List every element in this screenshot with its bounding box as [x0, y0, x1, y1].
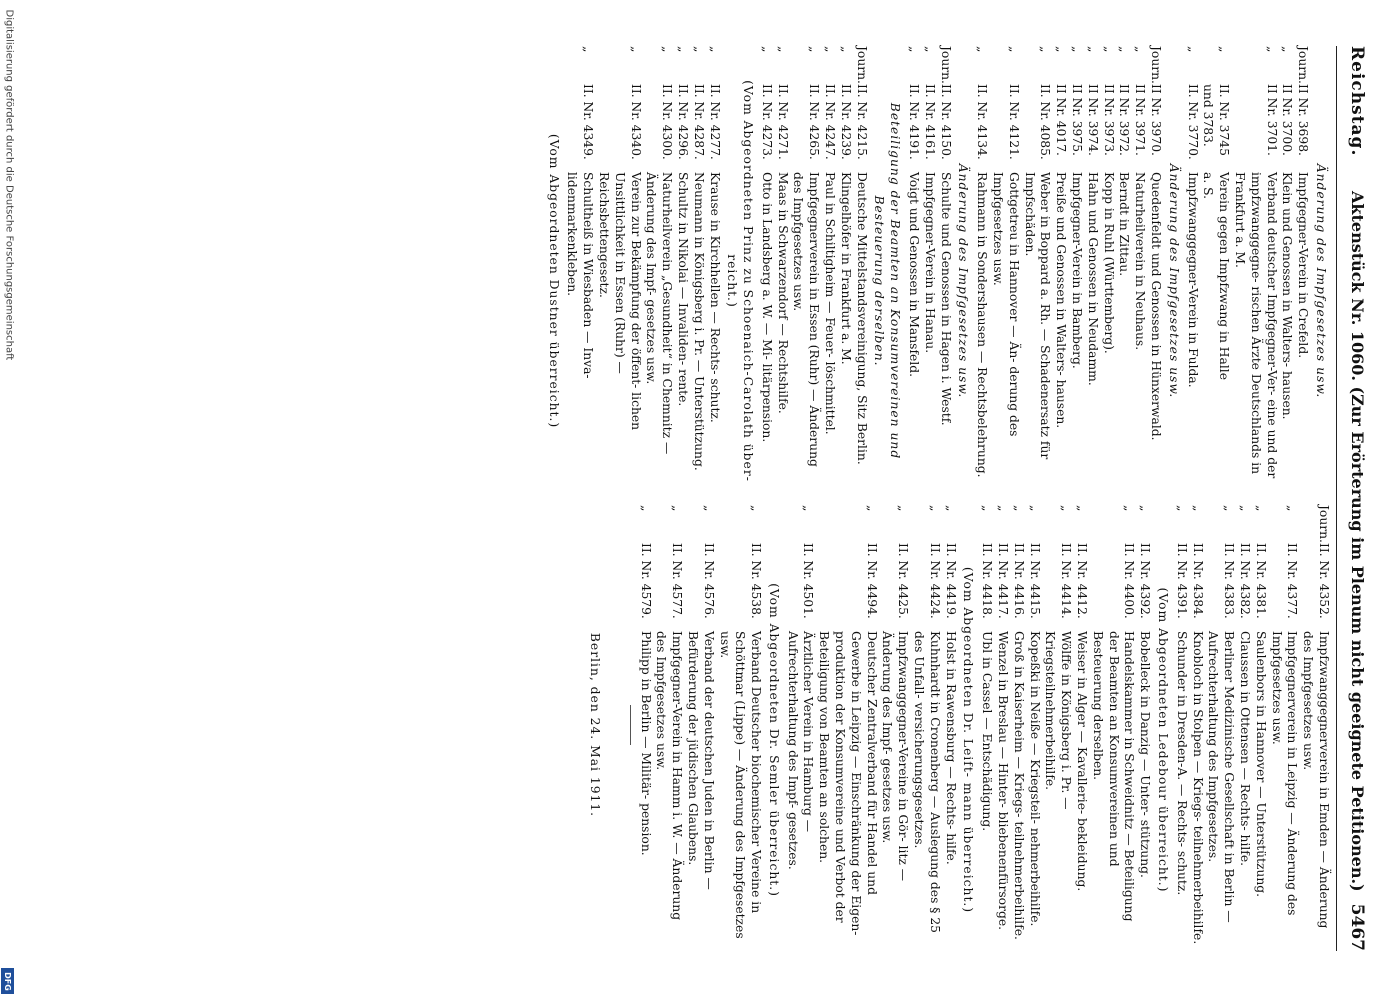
entry-journal-mark: „	[838, 46, 853, 53]
entry-journal-mark: „	[675, 46, 690, 53]
entry-petitioner-text: Ärztlicher Verein in Hamburg — Aufrechterhaltung des Impf- gesetzes.	[785, 631, 816, 870]
entry-journal-mark: „	[1027, 505, 1042, 512]
entry-reference-number: II. Nr. 4265.	[807, 84, 822, 160]
petition-entry	[595, 46, 642, 486]
entry-reference-number: II. Nr. 4296.	[675, 84, 690, 160]
entry-petitioner-text: Krause in Kirchhellen — Rechts- schutz.	[707, 172, 722, 423]
entry-reference-number: II. Nr. 4419.	[943, 543, 958, 619]
entry-petitioner-text: Wenzel in Breslau — Hinter- bliebenenfürsorge.	[996, 631, 1011, 931]
entry-journal-mark: Journ.	[1296, 46, 1311, 84]
entry-reference-number: II Nr. 3701.	[1264, 84, 1279, 156]
entry-journal-mark: „	[1174, 505, 1189, 512]
entry-petitioner-text: Schultz in Nikolai — Invaliden- rente.	[675, 172, 690, 407]
petition-entry	[1052, 46, 1068, 486]
entry-journal-mark: „	[907, 46, 922, 53]
petition-entry	[1026, 505, 1042, 945]
entry-petitioner-text: Wölffe in Königsberg i. Pr. — Kriegsteilnehmerbeihilfe.	[1043, 631, 1074, 810]
entry-petitioner-text: Otto in Landsberg a. W. — Mi- litärpension.	[759, 172, 774, 443]
entry-petitioner-text: Paul in Schiltigheim — Feuer- löschmittel.	[823, 172, 838, 435]
entry-reference-number: II. Nr. 3770.	[1185, 84, 1200, 160]
petition-entry	[942, 505, 958, 945]
entry-reference-number: II. Nr. 4191.	[907, 84, 922, 160]
entry-petitioner-text: Impfgegner-Verein in Hanau.	[922, 172, 937, 354]
entry-journal-mark: „	[660, 46, 675, 53]
petition-entry	[784, 505, 816, 945]
petition-entry	[637, 505, 653, 945]
entry-reference-number: II. Nr. 4418.	[980, 543, 995, 619]
entry-petitioner-text: Handelskammer in Schweidnitz — Beteiligung der Beamten an Konsumvereinen und Besteuerung derselben.	[1090, 631, 1137, 922]
entry-reference-number: II. Nr. 4384.	[1190, 543, 1205, 619]
entry-journal-mark: „	[943, 505, 958, 512]
petition-entry	[1173, 505, 1189, 945]
entry-reference-number: II Nr. 3700.	[1280, 84, 1295, 156]
entry-petitioner-text: Schulte und Genossen in Hagen i. Westf.	[938, 172, 953, 426]
entry-journal-mark: „	[1280, 46, 1295, 53]
entry-journal-mark: „	[628, 46, 643, 53]
entry-journal-mark: „	[1075, 505, 1090, 512]
left-column	[543, 46, 1331, 486]
petition-entry	[1068, 46, 1084, 486]
entry-reference-number: II. Nr. 4349.	[581, 84, 596, 160]
entry-petitioner-text: Ubl in Cassel — Entschädigung.	[980, 631, 995, 832]
entry-journal-mark: „	[1285, 505, 1300, 512]
entry-reference-number: II. Nr. 4416.	[1011, 543, 1026, 619]
entry-petitioner-text: Schultheiß in Wiesbaden — Inva- lidenmarkenkleben.	[565, 172, 596, 379]
entry-reference-number: II. Nr. 4271.	[775, 84, 790, 160]
petition-entry	[1100, 46, 1116, 486]
entry-journal-mark: „	[801, 505, 816, 512]
entry-petitioner-text: Philipp in Berlin — Militär- pension.	[638, 631, 653, 856]
petition-note: (Vom Abgeordneten Ledebour überreicht.)	[1156, 587, 1171, 893]
entry-journal-mark: „	[691, 46, 706, 53]
petition-entry	[1279, 46, 1295, 486]
entry-journal-mark: „	[1253, 505, 1268, 512]
entry-journal-mark: „	[996, 505, 1011, 512]
petition-entry	[921, 46, 937, 486]
petition-entry	[879, 505, 911, 945]
entry-journal-mark: „	[1101, 46, 1116, 53]
entry-journal-mark: „	[1059, 505, 1074, 512]
petition-entry	[978, 505, 994, 945]
entry-petitioner-text: Deutscher Zentralverband für Handel und Gewerbe in Leipzig — Einschränkung der Eigen- produktion der Konsumvereine und Verbot der Beteiligung von Beamten an solchen.	[817, 631, 879, 936]
entry-journal-mark: „	[759, 46, 774, 53]
petition-entry	[1299, 505, 1331, 945]
entry-petitioner-text: Impfzwanggegner-Vereine in Gör- litz — Änderung des Impf- gesetzes usw.	[880, 631, 911, 882]
entry-petitioner-text: Verband deutscher Impfgegner-Ver- eine und der impfzwanggegne- rischen Ärzte Deutschlands in Frankfurt a. M.	[1233, 172, 1279, 479]
petition-entry	[989, 46, 1021, 486]
entry-journal-mark: „	[896, 505, 911, 512]
entry-journal-mark: „	[701, 505, 716, 512]
petition-entry	[1089, 505, 1136, 945]
petition-entry	[653, 505, 685, 945]
entry-petitioner-text: Klingelhöfer in Frankfurt a. M.	[838, 172, 853, 365]
entry-reference-number: II. Nr. 4424.	[927, 543, 942, 619]
entry-reference-number: II. Nr. 4150.	[938, 84, 953, 160]
petition-entry	[1147, 46, 1163, 486]
entry-petitioner-text: Holst in Rawensburg — Rechts- hilfe.	[943, 631, 958, 865]
entry-reference-number: II. Nr. 4273.	[759, 84, 774, 160]
section-heading: Beteiligung der Beamten an Konsumvereinen und Besteuerung derselben.	[872, 102, 903, 460]
entry-reference-number: und 3783.	[1201, 84, 1216, 147]
petition-entry	[1184, 46, 1200, 486]
entry-reference-number: II. Nr. 4412.	[1075, 543, 1090, 619]
entry-reference-number: II. Nr. 4121.	[1006, 84, 1021, 160]
petition-entry	[716, 505, 763, 945]
entry-journal-mark: „	[775, 46, 790, 53]
entry-reference-number: II Nr. 3971.	[1133, 84, 1148, 156]
entry-reference-number: II. Nr. 4215.	[854, 84, 869, 160]
entry-journal-mark: „	[1238, 505, 1253, 512]
petition-entry	[690, 46, 706, 486]
right-column	[586, 505, 1331, 945]
entry-petitioner-text: Naturheilverein „Gesundheit“ in Chemnitz — Änderung des Impf- gesetzes usw.	[644, 172, 675, 455]
entry-journal-mark: Journ.	[1317, 505, 1331, 543]
entry-journal-mark: „	[749, 505, 764, 512]
entry-journal-mark: „	[980, 505, 995, 512]
entry-petitioner-text: Knobloch in Stolpen — Kriegs- teilnehmerbeihilfe.	[1190, 631, 1205, 945]
section-heading: Änderung des Impfgesetzes usw.	[1314, 163, 1328, 399]
entry-journal-mark: „	[670, 505, 685, 512]
petition-entry	[1236, 505, 1252, 945]
entry-reference-number: II. Nr. 4392.	[1138, 543, 1153, 619]
entry-journal-mark: „	[1117, 46, 1132, 53]
petition-entry	[1042, 505, 1074, 945]
entry-petitioner-text: Groß in Kaiserheim — Kriegs- teilnehmerbeihilfe.	[1011, 631, 1026, 940]
entry-journal-mark: „	[927, 505, 942, 512]
entry-petitioner-text: Impfgegner-Verein in Hamm i. W. — Änderung des Impfgesetzes usw.	[654, 631, 685, 921]
entry-petitioner-text: Berliner Medizinische Gesellschaft in Berlin — Aufrechterhaltung des Impfgesetzes.	[1206, 631, 1237, 923]
entry-reference-number: II Nr. 3970.	[1149, 84, 1164, 156]
petition-entry	[816, 505, 879, 945]
entry-reference-number: II. Nr. 4340.	[628, 84, 643, 160]
entry-journal-mark: „	[1054, 46, 1069, 53]
entry-journal-mark: „	[1011, 505, 1026, 512]
closing-place-date: Berlin, den 24. Mai 1911.	[587, 632, 602, 818]
petition-note: (Vom Abgeordneten Dustner überreicht.)	[546, 133, 561, 429]
digitization-credit: Digitalisierung gefördert durch die Deutsche Forschungsgemeinschaft	[3, 9, 15, 361]
entry-journal-mark: Journ.	[854, 46, 869, 84]
petition-note: (Vom Abgeordneten Dr. Semler überreicht.)	[766, 583, 781, 897]
petition-entry	[674, 46, 690, 486]
petition-entry	[1021, 46, 1053, 486]
entry-petitioner-text: Kopp in Ruhl (Württemberg).	[1101, 172, 1116, 354]
petition-entry	[973, 46, 989, 486]
entry-reference-number: II. Nr. 4277.	[707, 84, 722, 160]
entry-journal-mark: „	[1038, 46, 1053, 53]
entry-reference-number: II. Nr. 4239.	[838, 84, 853, 160]
entry-petitioner-text: Weiser in Alger — Kavallerie- bekleidung.	[1075, 631, 1090, 892]
entry-reference-number: II. Nr. 4377.	[1285, 543, 1300, 619]
petition-entry	[1073, 505, 1089, 945]
petition-entry	[774, 46, 790, 486]
entry-reference-number: II. Nr. 4576.	[701, 543, 716, 619]
entry-petitioner-text: Impfzwanggegner-Verein in Fulda.	[1185, 172, 1200, 388]
petition-entry	[937, 46, 953, 486]
entry-petitioner-text: Kopeßki in Neiße — Kriegsteil- nehmerbeihilfe.	[1027, 631, 1042, 927]
entry-journal-mark: „	[1006, 46, 1021, 53]
petition-entry	[853, 46, 869, 486]
petition-entry	[1215, 46, 1231, 486]
entry-reference-number: II. Nr. 4425.	[896, 543, 911, 619]
entry-journal-mark: „	[1264, 46, 1279, 53]
entry-reference-number: II. Nr. 4538.	[749, 543, 764, 619]
entry-petitioner-text: Gottgetreu in Hannover — Än- derung des Impfgesetzes usw.	[991, 172, 1021, 437]
entry-petitioner-text: Deutsche Mittelstandsvereinigung, Sitz Berlin.	[854, 172, 869, 465]
header-title: Aktenstück Nr. 1060. (Zur Erörterung im Plenum nicht geeignete Petitionen.)	[1348, 191, 1367, 892]
entry-petitioner-text: Maas in Schwarzendorf — Rechtshilfe.	[775, 172, 790, 414]
entry-journal-mark: „	[1138, 505, 1153, 512]
entry-reference-number: II. Nr. 4494.	[864, 543, 879, 619]
entry-petitioner-text: Naturheilverein in Neuhaus.	[1133, 172, 1148, 351]
entry-reference-number: II. Nr. 4381.	[1253, 543, 1268, 619]
header-reichstag: Reichstag.	[1347, 46, 1367, 157]
entry-petitioner-text: Impfgegner-Verein in Crefeld.	[1296, 172, 1311, 359]
entry-reference-number: II. Nr. 4501.	[801, 543, 816, 619]
entry-petitioner-text: a. S.	[1201, 172, 1216, 200]
entry-reference-number: II. Nr. 4579.	[638, 543, 653, 619]
petition-entry	[994, 505, 1010, 945]
entry-reference-number: II Nr. 4017.	[1054, 84, 1069, 156]
petition-entry	[821, 46, 837, 486]
petition-entry	[758, 46, 774, 486]
entry-reference-number: II Nr. 3973.	[1101, 84, 1116, 156]
entry-petitioner-text: Verband Deutscher biochemischer Vereine in Schöttmar (Lippe) — Änderung des Impfgesetzes usw.	[717, 631, 764, 939]
petition-entry	[1200, 46, 1216, 486]
entry-reference-number: II. Nr. 4400.	[1122, 543, 1137, 619]
petition-entry	[790, 46, 822, 486]
entry-journal-mark: „	[1217, 46, 1232, 53]
entry-reference-number: II. Nr. 4300.	[660, 84, 675, 160]
entry-reference-number: II. Nr. 4414.	[1059, 543, 1074, 619]
petition-entry	[684, 505, 716, 945]
petition-entry	[1252, 505, 1268, 945]
petition-note: (Vom Abgeordneten Prinz zu Schoenaich-Carolath über- reicht.)	[725, 80, 756, 482]
entry-petitioner-text: Bobelleck in Danzig — Unter- stützung.	[1138, 631, 1153, 878]
entry-journal-mark: „	[1185, 46, 1200, 53]
entry-journal-mark: Journ.	[938, 46, 953, 84]
petition-entry	[1084, 46, 1100, 486]
petition-entry	[905, 46, 921, 486]
entry-journal-mark: „	[975, 46, 990, 53]
entry-journal-mark: „	[1133, 46, 1148, 53]
section-heading: Änderung des Impfgesetzes usw.	[1166, 163, 1181, 399]
entry-journal-mark: „	[922, 46, 937, 53]
entry-journal-mark: Journ.	[1149, 46, 1164, 84]
entry-petitioner-text: Schunder in Dresden-A. — Rechts- schutz.	[1174, 631, 1189, 896]
entry-reference-number: II. Nr. 4382.	[1238, 543, 1253, 619]
entry-reference-number: II. Nr. 4417.	[996, 543, 1011, 619]
entry-petitioner-text: Kuhnhardt in Cronenberg — Auslegung des § 25 des Unfall- versicherungsgesetzes.	[912, 631, 942, 933]
entry-petitioner-text: Impfgegnerverein in Essen (Ruhr) — Änderung des Impfgesetzes usw.	[791, 172, 822, 467]
entry-journal-mark: „	[638, 505, 653, 512]
entry-petitioner-text: Saulenbors in Hannover — Unterstützung.	[1253, 631, 1268, 898]
entry-reference-number: II Nr. 3972.	[1117, 84, 1132, 156]
entry-journal-mark: „	[823, 46, 838, 53]
entry-petitioner-text: Verband der deutschen Juden in Berlin — Befürderung der jüdischen Glaubens.	[685, 631, 716, 890]
entry-reference-number: II. Nr. 4085.	[1038, 84, 1053, 160]
entry-journal-mark: „	[1222, 505, 1237, 512]
petition-entry	[564, 46, 596, 486]
entry-petitioner-text: Voigt und Genossen in Mansfeld.	[907, 172, 922, 378]
petition-entry	[1131, 46, 1147, 486]
entry-reference-number: II Nr. 3975.	[1070, 84, 1085, 156]
entry-petitioner-text: Quedenfeldt und Genossen in Hünxerwald.	[1149, 172, 1164, 441]
entry-petitioner-text: Weber in Boppard a. Rh. — Schadenersatz für Impfschäden.	[1022, 172, 1053, 460]
entry-journal-mark: „	[864, 505, 879, 512]
entry-petitioner-text: Klein und Genossen in Walters- hausen.	[1280, 172, 1295, 420]
entry-journal-mark: „	[707, 46, 722, 53]
petition-entry	[1294, 46, 1310, 486]
petition-entry	[1010, 505, 1026, 945]
petition-entry	[706, 46, 722, 486]
entry-reference-number: II Nr. 3974.	[1085, 84, 1100, 156]
petition-entry	[1116, 46, 1132, 486]
entry-journal-mark: „	[1070, 46, 1085, 53]
entry-reference-number: II. Nr. 4383.	[1222, 543, 1237, 619]
petition-note: (Vom Abgeordneten Dr. Leift- mann überreicht.)	[961, 566, 976, 914]
petition-entry	[643, 46, 675, 486]
entry-petitioner-text: Hahn und Genossen in Neudamm.	[1085, 172, 1100, 386]
entry-reference-number: II. Nr. 4161.	[922, 84, 937, 160]
petition-entry	[910, 505, 942, 945]
entry-journal-mark	[1200, 46, 1216, 84]
entry-reference-number: II. Nr. 4352.	[1317, 543, 1331, 619]
entry-petitioner-text: Verein gegen Impfzwang in Halle	[1217, 172, 1232, 381]
separator-rule	[630, 705, 631, 745]
petition-entry	[1231, 46, 1278, 486]
entry-reference-number: II. Nr. 4247.	[823, 84, 838, 160]
petition-entry	[1189, 505, 1205, 945]
entry-petitioner-text: Verein zur Bekämpfung der öffent- lichen Unsittlichkeit in Essen (Ruhr) — Reichsbettengesetz.	[596, 172, 643, 431]
petition-entry	[1136, 505, 1152, 945]
entry-reference-number: II. Nr. 3745	[1217, 84, 1232, 156]
entry-journal-mark: „	[807, 46, 822, 53]
dfg-logo-text: DFG	[3, 971, 13, 991]
entry-petitioner-text: Preiße und Genossen in Walters- hausen.	[1054, 172, 1069, 429]
entry-petitioner-text: Berndt in Zittau.	[1117, 172, 1132, 277]
petition-entry	[1205, 505, 1237, 945]
entry-petitioner-text: Impfgegner-Verein in Bamberg.	[1070, 172, 1085, 369]
page-number: 5467	[1347, 903, 1367, 951]
entry-petitioner-text: Neumann in Königsberg i. Pr. — Unterstützung.	[691, 172, 706, 471]
entry-reference-number: II. Nr. 4577.	[670, 543, 685, 619]
entry-reference-number: II. Nr. 4391.	[1174, 543, 1189, 619]
entry-petitioner-text: Impfzwanggegnerverein in Emden — Änderung des Impfgesetzes usw.	[1301, 631, 1331, 929]
entry-petitioner-text: Claussen in Ottensen — Rechts- hilfe.	[1238, 631, 1253, 867]
entry-reference-number: II. Nr. 4134.	[975, 84, 990, 160]
entry-petitioner-text: Rahmann in Sondershausen — Rechtsbelehrung.	[975, 172, 990, 478]
page-header	[1336, 46, 1371, 951]
entry-journal-mark: „	[1085, 46, 1100, 53]
petition-entry	[1268, 505, 1300, 945]
section-heading: Änderung des Impfgesetzes usw.	[956, 163, 971, 399]
entry-journal-mark: „	[1122, 505, 1137, 512]
petition-entry	[837, 46, 853, 486]
entry-reference-number: II Nr. 3698.	[1296, 84, 1311, 156]
entry-journal-mark: „	[581, 46, 596, 53]
dfg-logo	[1, 968, 14, 994]
entry-reference-number: II. Nr. 4415.	[1027, 543, 1042, 619]
entry-petitioner-text: Impfgegnerverein in Leipzig — Änderung des Impfgesetzes usw.	[1269, 631, 1300, 916]
entry-reference-number: II. Nr. 4287.	[691, 84, 706, 160]
entry-journal-mark: „	[1190, 505, 1205, 512]
